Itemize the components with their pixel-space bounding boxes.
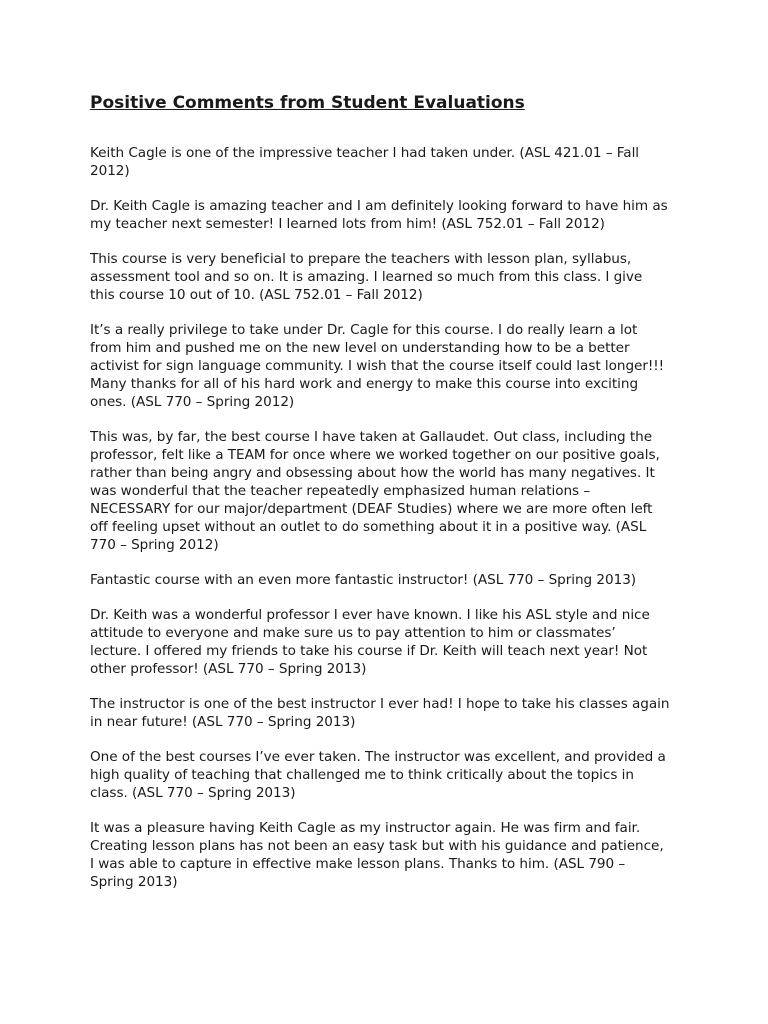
document-title: Positive Comments from Student Evaluations [90,93,525,113]
comment-paragraph: Dr. Keith was a wonderful professor I ever have known. I like his ASL style and nice attitude to everyone and make sure us to pay attention to him or classmates’ lecture. I offered my friends to take his course if Dr. Keith will teach next year! Not other professor! (ASL 770 – Spring 2013) [90,607,650,677]
comment-paragraph: Keith Cagle is one of the impressive teacher I had taken under. (ASL 421.01 – Fall 2012) [90,145,640,179]
comment-paragraph: This was, by far, the best course I have taken at Gallaudet. Out class, including the professor, felt like a TEAM for once where we worked together on our positive goals, rather than being angry and obsessing about how the world has many negatives. It was wonderful that the teacher repeatedly emphasized human relations – NECESSARY for our major/department (DEAF Studies) where we are more often left off feeling upset without an outlet to do something about it in a positive way. (ASL 770 – Spring 2012) [90,429,660,553]
comment-paragraph: This course is very beneficial to prepare the teachers with lesson plan, syllabus, assessment tool and so on. It is amazing. I learned so much from this class. I give this course 10 out of 10. (ASL 752.01 – Fall 2012) [90,251,643,303]
comment-paragraph: Dr. Keith Cagle is amazing teacher and I am definitely looking forward to have him as my teacher next semester! I learned lots from him! (ASL 752.01 – Fall 2012) [90,198,668,232]
comment-paragraph: It was a pleasure having Keith Cagle as my instructor again. He was firm and fair. Creating lesson plans has not been an easy task but with his guidance and patience, I was able to capture in effective make lesson plans. Thanks to him. (ASL 790 – Spring 2013) [90,820,664,890]
document-page [90,92,670,908]
comment-paragraph: It’s a really privilege to take under Dr. Cagle for this course. I do really learn a lot from him and pushed me on the new level on understanding how to be a better activist for sign language community. I wish that the course itself could last longer!!! Many thanks for all of his hard work and energy to make this course into exciting ones. (ASL 770 – Spring 2012) [90,322,665,410]
comment-paragraph: Fantastic course with an even more fantastic instructor! (ASL 770 – Spring 2013) [90,572,637,588]
comment-paragraph: One of the best courses I’ve ever taken. The instructor was excellent, and provided a high quality of teaching that challenged me to think critically about the topics in class. (ASL 770 – Spring 2013) [90,749,666,801]
comment-paragraph: The instructor is one of the best instructor I ever had! I hope to take his classes again in near future! (ASL 770 – Spring 2013) [90,696,670,730]
